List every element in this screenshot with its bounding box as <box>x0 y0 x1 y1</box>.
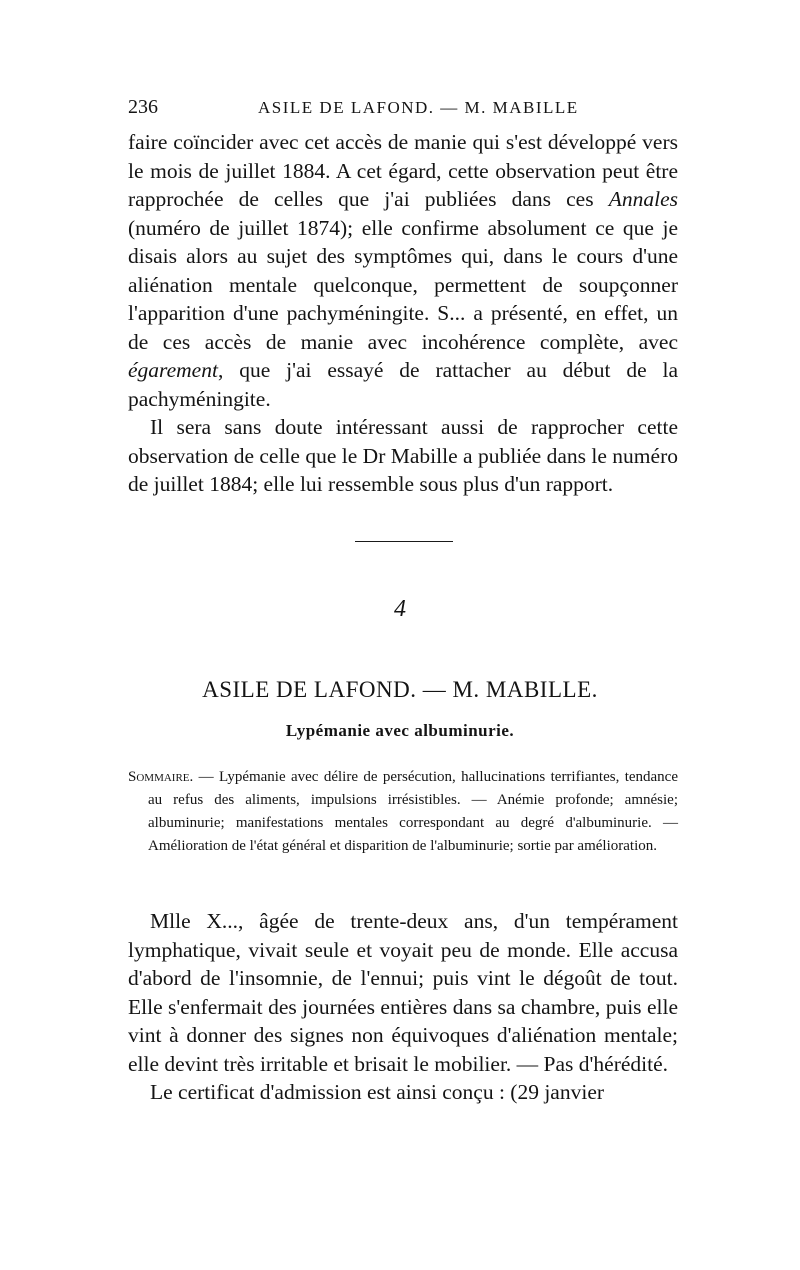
running-title: ASILE DE LAFOND. — M. MABILLE <box>258 98 579 117</box>
journal-title: Annales <box>608 187 678 211</box>
page-number: 236 <box>128 96 158 118</box>
continued-text <box>128 128 678 499</box>
section-heading: ASILE DE LAFOND. — M. MABILLE. <box>202 677 598 702</box>
running-head <box>128 96 688 120</box>
summary-label: Sommaire. <box>128 769 194 785</box>
paragraph: Il sera sans doute intéressant aussi de rapprocher cette observation de celle que le Dr Mabille a publiée dans le numéro de juillet 1884; elle lui ressemble sous plus d'un rapport. <box>128 415 678 496</box>
section-divider <box>355 541 453 542</box>
section-subtitle: Lypémanie avec albuminurie. <box>285 721 515 740</box>
summary-paragraph <box>128 766 678 858</box>
text-run: , que j'ai essayé de rattacher au début de la pachyméningite. <box>128 358 678 411</box>
paragraph: Le certificat d'admission est ainsi conçu : (29 janvier <box>150 1080 605 1104</box>
text-run: faire coïncider avec cet accès de manie qui s'est développé vers le mois de juillet 1884. A cet égard, cette observation peut être rapprochée de celles que j'ai publiées dans ces <box>128 130 678 211</box>
section-number: 4 <box>394 596 406 622</box>
summary-text: — Lypémanie avec délire de persécution, hallucinations terrifiantes, tendance au refus des aliments, impulsions irrésistibles. — Anémie profonde; amnésie; albuminurie; manifestations mentales correspondant au degré d'albuminurie. — Amélioration de l'état général et disparition de l'albuminurie; sortie par amélioration. <box>148 769 678 854</box>
summary <box>128 766 678 858</box>
text-run: (numéro de juillet 1874); elle confirme absolument ce que je disais alors au sujet des symptômes qui, dans le cours d'une aliénation mentale quelconque, permettent de soupçonner l'apparition d'une pachyméningite. S... a présenté, en effet, un de ces accès de manie avec incohérence complète, avec <box>128 215 678 354</box>
emphasis-term: égarement <box>128 358 218 382</box>
paragraph: Mlle X..., âgée de trente-deux ans, d'un tempérament lymphatique, vivait seule et voyait peu de monde. Elle accusa d'abord de l'insomnie, de l'ennui; puis vint le dégoût de tout. Elle s'enfermait des journées entières dans sa chambre, puis elle vint à donner des signes non équivoques d'aliénation mentale; elle devint très irritable et brisait le mobilier. — Pas d'hérédité. <box>128 909 678 1076</box>
paragraph-continued <box>128 128 678 413</box>
case-text <box>128 907 678 1107</box>
